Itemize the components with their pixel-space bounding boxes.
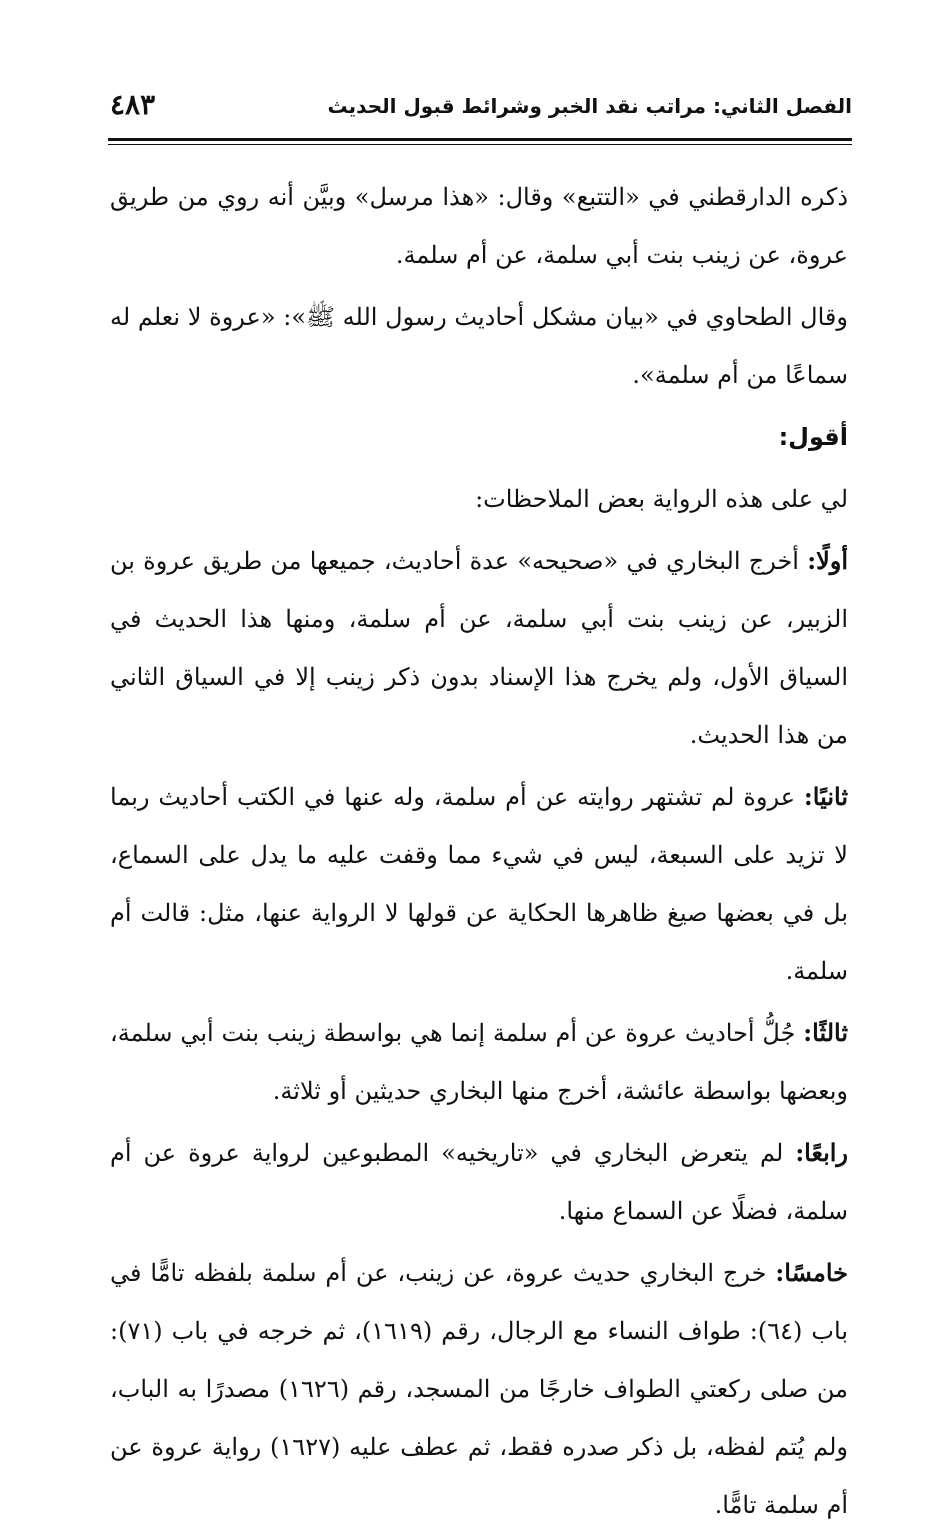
paragraph-third-note	[110, 1004, 848, 1120]
first-note-lead: أولًا:	[807, 546, 849, 575]
page-number: ٤٨٣	[110, 88, 156, 121]
page-header	[108, 88, 852, 128]
second-note-lead: ثانيًا:	[803, 782, 848, 811]
body-text	[110, 168, 848, 1538]
third-note-text: جُلُّ أحاديث عروة عن أم سلمة إنما هي بواسطة زينب بنت أبي سلمة، وبعضها بواسطة عائشة، أخرج منها البخاري حديثين أو ثلاثة.	[110, 1019, 848, 1105]
paragraph-second-note	[110, 768, 848, 1000]
fifth-note-text: خرج البخاري حديث عروة، عن زينب، عن أم سلمة بلفظه تامًّا في باب (٦٤): طواف النساء مع الرجال، رقم (١٦١٩)، ثم خرجه في باب (٧١): من صلى ركعتي الطواف خارجًا من المسجد، رقم (١٦٢٦) مصدرًا به الباب، ولم يُتم لفظه، بل ذكر صدره فقط، ثم عطف عليه (١٦٢٧) رواية عروة عن أم سلمة تامًّا.	[110, 1259, 848, 1519]
running-head: الفصل الثاني: مراتب نقد الخبر وشرائط قبول الحديث	[327, 94, 852, 118]
paragraph-daraqutni: ذكره الدارقطني في «التتبع» وقال: «هذا مرسل» وبيَّن أنه روي من طريق عروة، عن زينب بنت أبي سلمة، عن أم سلمة.	[110, 183, 849, 269]
paragraph-intro-notes: لي على هذه الرواية بعض الملاحظات:	[475, 485, 848, 513]
header-rule-thick	[108, 138, 852, 141]
paragraph-tahawi: وقال الطحاوي في «بيان مشكل أحاديث رسول الله ﷺ»: «عروة لا نعلم له سماعًا من أم سلمة».	[110, 303, 848, 389]
fourth-note-lead: رابعًا:	[795, 1138, 848, 1167]
third-note-lead: ثالثًا:	[803, 1018, 848, 1047]
fourth-note-text: لم يتعرض البخاري في «تاريخيه» المطبوعين لرواية عروة عن أم سلمة، فضلًا عن السماع منها.	[110, 1139, 848, 1225]
first-note-text: أخرج البخاري في «صحيحه» عدة أحاديث، جميعها من طريق عروة بن الزبير، عن زينب بنت أبي سلمة، عن أم سلمة، ومنها هذا الحديث في السياق الأول، ولم يخرج هذا الإسناد بدون ذكر زينب إلا في السياق الثاني من هذا الحديث.	[110, 547, 848, 749]
fifth-note-lead: خامسًا:	[775, 1258, 848, 1287]
header-rule-thin	[108, 144, 852, 145]
second-note-text: عروة لم تشتهر روايته عن أم سلمة، وله عنها في الكتب أحاديث ربما لا تزيد على السبعة، ليس في شيء مما وقفت عليه ما يدل على السماع، بل في بعضها صيغ ظاهرها الحكاية عن قولها لا الرواية عنها، مثل: قالت أم سلمة.	[110, 783, 848, 985]
paragraph-first-note	[110, 532, 848, 764]
section-heading: أقول:	[778, 423, 848, 451]
paragraph-fifth-note	[110, 1244, 848, 1534]
paragraph-fourth-note	[110, 1124, 848, 1240]
